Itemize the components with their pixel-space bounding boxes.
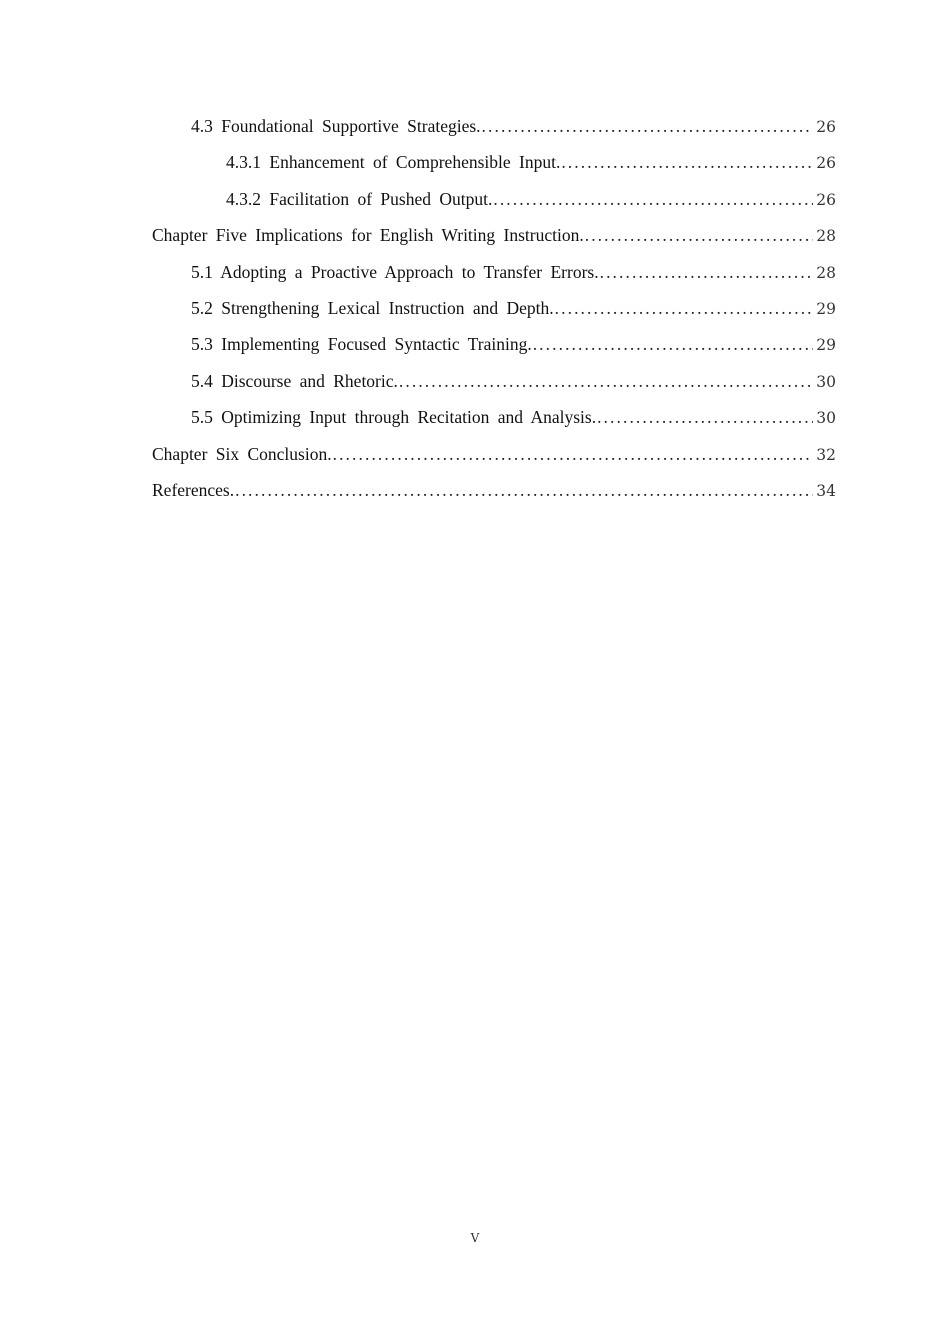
toc-entry-page: 30 [816,409,836,428]
toc-entry-title: 4.3.1 Enhancement of Comprehensible Input. [226,152,561,173]
dot-leader [235,472,813,508]
dot-leader [555,290,814,326]
toc-entry-4-3-1[interactable] [152,144,836,180]
toc-entry-references[interactable] [152,472,836,508]
dot-leader [482,108,814,144]
dot-leader [533,326,814,362]
dot-leader [561,144,813,180]
toc-entry-chapter-six[interactable] [152,436,836,472]
page-number: V [470,1231,480,1245]
toc-entry-5-5[interactable] [152,399,836,435]
toc-entry-chapter-five[interactable] [152,217,836,253]
toc-entry-title: Chapter Six Conclusion. [152,443,332,464]
toc-entry-page: 26 [816,190,836,209]
toc-entry-5-4[interactable] [152,363,836,399]
toc-entry-title: 5.5 Optimizing Input through Recitation and Analysis. [191,407,597,428]
toc-entry-title: 5.4 Discourse and Rhetoric. [191,370,398,391]
toc-entry-title: References. [152,479,235,500]
toc-entry-title: Chapter Five Implications for English Writing Instruction. [152,225,584,246]
toc-entry-title: 4.3.2 Facilitation of Pushed Output. [226,188,493,209]
dot-leader [333,436,814,472]
toc-entry-5-3[interactable] [152,326,836,362]
toc-entry-5-1[interactable] [152,254,836,290]
toc-entry-title: 5.2 Strengthening Lexical Instruction and Depth. [191,297,554,318]
dot-leader [597,399,813,435]
dot-leader [399,363,813,399]
toc-entry-page: 26 [816,154,836,173]
toc-entry-page: 32 [816,445,836,464]
toc-entry-page: 30 [816,372,836,391]
toc-entry-title: 4.3 Foundational Supportive Strategies. [191,116,481,136]
toc-entry-4-3[interactable] [152,108,836,144]
toc-entry-page: 29 [816,336,836,355]
toc-entry-title: 5.1 Adopting a Proactive Approach to Transfer Errors. [191,261,599,282]
dot-leader [600,254,814,290]
toc-entry-page: 28 [816,227,836,246]
toc-entry-4-3-2[interactable] [152,181,836,217]
dot-leader [585,217,814,253]
toc-entry-title: 5.3 Implementing Focused Syntactic Training. [191,334,532,355]
table-of-contents [152,108,836,508]
toc-entry-5-2[interactable] [152,290,836,326]
toc-entry-page: 28 [816,263,836,282]
toc-entry-page: 34 [816,481,836,500]
toc-entry-page: 29 [816,299,836,318]
toc-entry-page: 26 [816,118,836,136]
dot-leader [493,181,813,217]
